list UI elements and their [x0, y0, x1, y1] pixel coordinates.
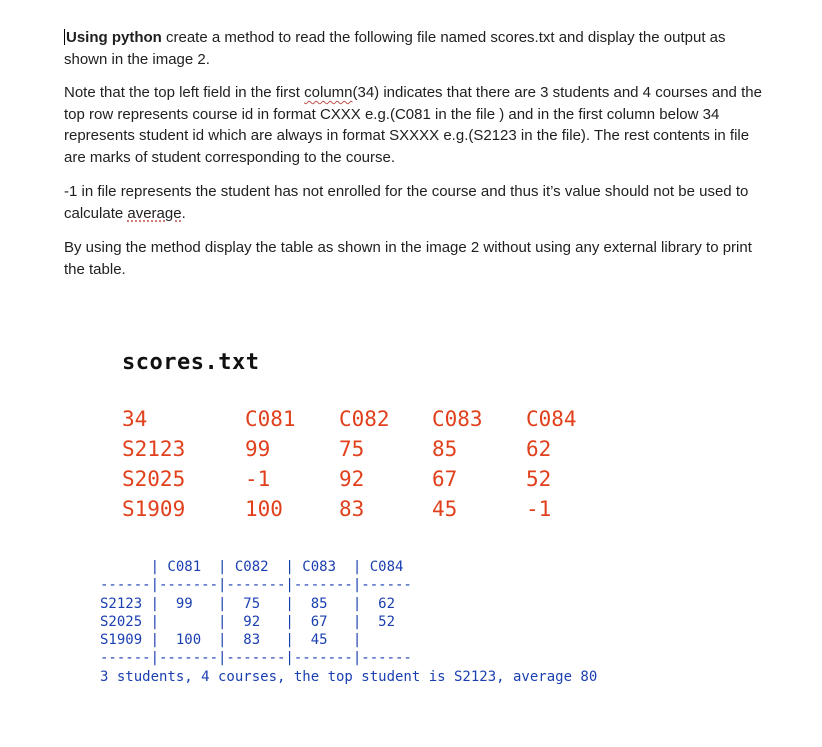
console-line: ------|-------|-------|-------|------ [100, 577, 412, 594]
instruction-text: Note that the top left field in the first [64, 84, 305, 101]
scores-file-title: scores.txt [122, 350, 260, 375]
grid-cell: S2025 [122, 467, 186, 491]
instruction-text: . [181, 204, 186, 222]
grid-cell: 100 [245, 497, 283, 521]
console-line: | C081 | C082 | C083 | C084 [100, 559, 404, 575]
instruction-paragraph-1 [64, 27, 764, 70]
grid-cell: 67 [432, 467, 458, 491]
grid-cell: 83 [339, 497, 365, 521]
grid-cell: 45 [432, 497, 458, 521]
instruction-text: By using the method display the table as shown in the image 2 without using any external library to print the table. [64, 239, 752, 278]
grid-cell: 92 [339, 467, 365, 491]
instruction-text: (34) indicates that there are 3 students and 4 courses and the top row represents course id in format CXXX e.g.(C081 in the file ) and in the first column below 34 represents student id which are always in format SXXXX e.g.(S2123 in the file). The rest contents in file are marks of student corresponding to the course. [64, 84, 762, 166]
text-cursor [64, 29, 65, 45]
grid-cell: 75 [339, 437, 365, 461]
bold-lead: Using python [66, 29, 162, 46]
console-line: S1909 | 100 | 83 | 45 | [100, 632, 362, 649]
console-line: S2123 | 99 | 75 | 85 | 62 [100, 595, 396, 612]
instruction-text: create a method to read the following file named scores.txt and display the output as shown in the image 2. [64, 29, 726, 68]
scores-file-grid [0, 404, 822, 524]
grid-header-cell: C082 [339, 407, 390, 431]
console-line: ------|-------|-------|-------|------ [100, 650, 412, 667]
grid-header-cell: C084 [526, 407, 577, 431]
console-summary: 3 students, 4 courses, the top student is S2123, average 80 [100, 668, 598, 685]
grid-cell: S1909 [122, 497, 186, 521]
grid-cell: -1 [526, 497, 552, 521]
console-line: S2025 | | 92 | 67 | 52 [100, 613, 396, 630]
instruction-text: -1 in file represents the student has not enrolled for the course and thus it’s value should not be used to calculate [64, 183, 749, 222]
grid-cell: 85 [432, 437, 458, 461]
grid-header-cell: 34 [122, 407, 148, 431]
grid-cell: -1 [245, 467, 271, 491]
instruction-paragraph-3 [64, 181, 764, 224]
console-output [100, 558, 597, 686]
instruction-paragraph-4 [64, 237, 764, 280]
spellcheck-word: average [127, 204, 182, 222]
grid-cell: 99 [245, 437, 271, 461]
spellcheck-word: column [304, 84, 353, 101]
grid-header-cell: C081 [245, 407, 296, 431]
instruction-paragraph-2 [64, 82, 764, 168]
grid-cell: 62 [526, 437, 552, 461]
grid-cell: S2123 [122, 437, 186, 461]
grid-header-cell: C083 [432, 407, 483, 431]
grid-cell: 52 [526, 467, 552, 491]
